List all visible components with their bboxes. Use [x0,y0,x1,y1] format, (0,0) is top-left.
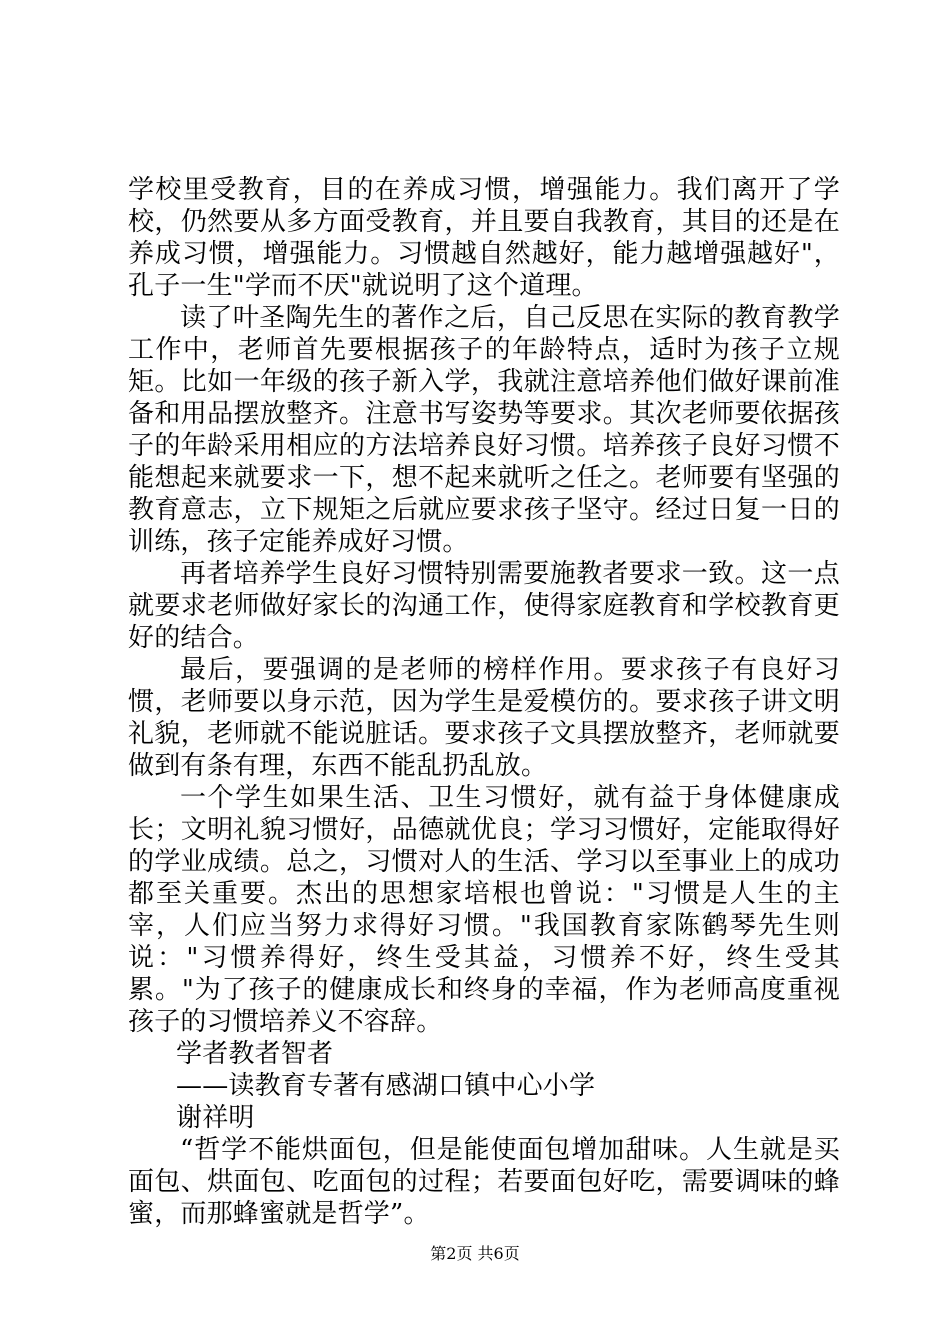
paragraph-4: 最后，要强调的是老师的榜样作用。要求孩子有良好习惯，老师要以身示范，因为学生是爱模仿的。要求孩子讲文明礼貌，老师就不能说脏话。要求孩子文具摆放整齐，老师就要做到有条有理，东西不能乱扔乱放。 [128,655,840,781]
page-footer [0,1244,950,1264]
page-number-label: 第2页 共6页 [430,1244,520,1263]
paragraph-3: 再者培养学生良好习惯特别需要施教者要求一致。这一点就要求老师做好家长的沟通工作，使得家庭教育和学校教育更好的结合。 [128,559,840,653]
article-author: 谢祥明 [176,1103,255,1133]
article-title: 学者教者智者 [176,1039,334,1069]
paragraph-5: 一个学生如果生活、卫生习惯好，就有益于身体健康成长；文明礼貌习惯好，品德就优良；学习习惯好，定能取得好的学业成绩。总之，习惯对人的生活、学习以至事业上的成功都至关重要。杰出的思想家培根也曾说："习惯是人生的主宰，人们应当努力求得好习惯。"我国教育家陈鹤琴先生则说："习惯养得好，终生受其益，习惯养不好，终生受其累。"为了孩子的健康成长和终身的幸福，作为老师高度重视孩子的习惯培养义不容辞。 [128,783,840,1037]
document-body [128,174,840,1230]
quote-paragraph: “哲学不能烘面包，但是能使面包增加甜味。人生就是买面包、烘面包、吃面包的过程；若要面包好吃，需要调味的蜂蜜，而那蜂蜜就是哲学”。 [128,1135,840,1229]
article-subtitle: ——读教育专著有感湖口镇中心小学 [176,1071,596,1101]
paragraph-1: 学校里受教育，目的在养成习惯，增强能力。我们离开了学校，仍然要从多方面受教育，并且要自我教育，其目的还是在养成习惯，增强能力。习惯越自然越好，能力越增强越好"，孔子一生"学而不厌"就说明了这个道理。 [128,175,840,301]
paragraph-2: 读了叶圣陶先生的著作之后，自己反思在实际的教育教学工作中，老师首先要根据孩子的年龄特点，适时为孩子立规矩。比如一年级的孩子新入学，我就注意培养他们做好课前准备和用品摆放整齐。注意书写姿势等要求。其次老师要依据孩子的年龄采用相应的方法培养良好习惯。培养孩子良好习惯不能想起来就要求一下，想不起来就听之任之。老师要有坚强的教育意志，立下规矩之后就应要求孩子坚守。经过日复一日的训练，孩子定能养成好习惯。 [128,303,840,557]
